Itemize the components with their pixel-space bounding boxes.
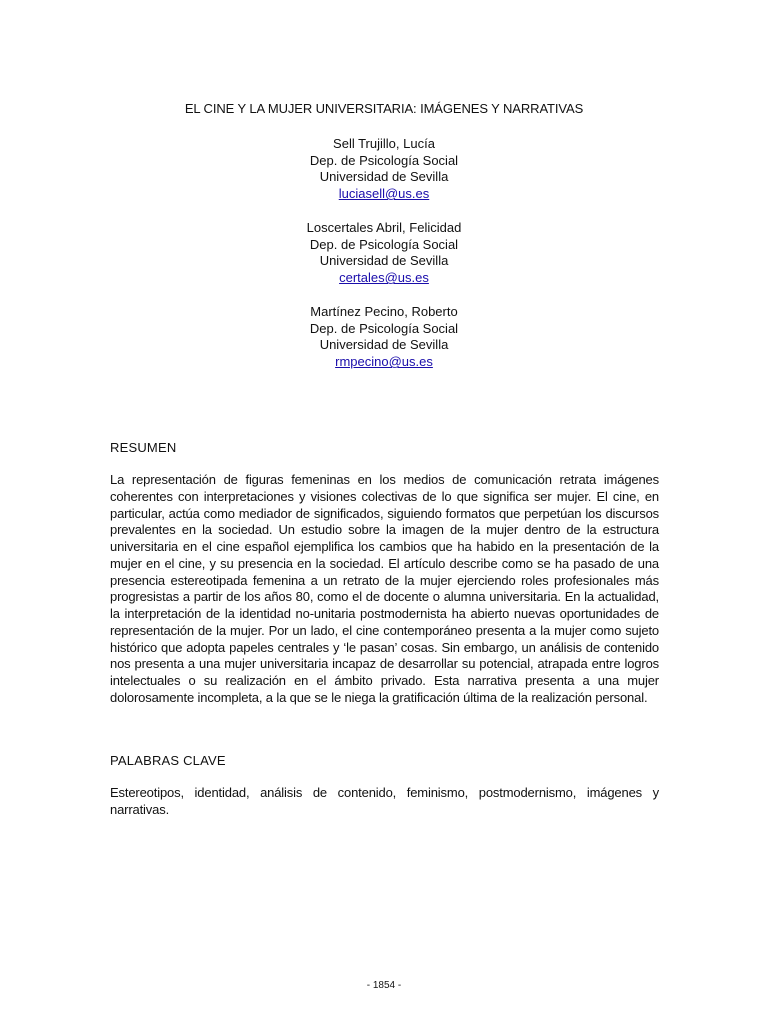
author-department: Dep. de Psicología Social: [309, 236, 459, 252]
author-department: Dep. de Psicología Social: [309, 152, 459, 168]
author-department: Dep. de Psicología Social: [309, 320, 459, 336]
author-university: Universidad de Sevilla: [319, 253, 449, 269]
abstract-text: La representación de figuras femeninas en los medios de comunicación retrata imágenes coherentes con interpretaciones y visiones colectivas de lo que significa ser mujer. El cine, en particular, actúa como mediador de significados, siguiendo formatos que perpetúan los discursos prevalentes en la sociedad. Un estudio sobre la imagen de la mujer dentro de la estructura universitaria en el cine español ejemplifica los cambios que ha habido en la presentación de la mujer en el cine, y su presencia en la sociedad. El artículo describe como se ha pasado de una presencia estereotipada femenina a un retrato de la mujer ejerciendo roles profesionales más progresistas a partir de los años 80, como el de docente o alumna universitaria. En la actualidad, la interpretación de la identidad no-unitaria postmodernista ha abierto nuevas oportunidades de representación de la mujer. Por un lado, el cine contemporáneo presenta a la mujer como sujeto histórico que adopta papeles centrales y ‘le pasan’ cosas. Sin embargo, un análisis de contenido nos presenta a una mujer universitaria incapaz de desarrollar su potencial, atrapada entre logros intelectuales o su realización en el ámbito privado. Esta narrativa presenta a una mujer dolorosamente incompleta, a la que se le niega la gratificación última de la realización personal.: [110, 472, 659, 705]
page-number: - 1854 -: [366, 980, 402, 991]
keywords-text: Estereotipos, identidad, análisis de contenido, feminismo, postmodernismo, imágenes y narrativas.: [110, 785, 659, 817]
author-block-1: [0, 136, 768, 203]
author-university: Universidad de Sevilla: [319, 337, 449, 353]
keywords-heading: PALABRAS CLAVE: [110, 753, 226, 768]
author-name: Loscertales Abril, Felicidad: [306, 220, 462, 235]
paper-title: EL CINE Y LA MUJER UNIVERSITARIA: IMÁGENES Y NARRATIVAS: [184, 101, 584, 116]
author-name: Martínez Pecino, Roberto: [310, 304, 458, 319]
author-block-3: [0, 304, 768, 371]
author-email-link[interactable]: rmpecino@us.es: [335, 354, 433, 370]
author-university: Universidad de Sevilla: [319, 169, 449, 185]
author-email-link[interactable]: luciasell@us.es: [338, 186, 430, 202]
abstract-heading: RESUMEN: [110, 440, 177, 455]
author-email-link[interactable]: certales@us.es: [339, 270, 429, 286]
author-name: Sell Trujillo, Lucía: [333, 136, 435, 151]
author-block-2: [0, 220, 768, 287]
